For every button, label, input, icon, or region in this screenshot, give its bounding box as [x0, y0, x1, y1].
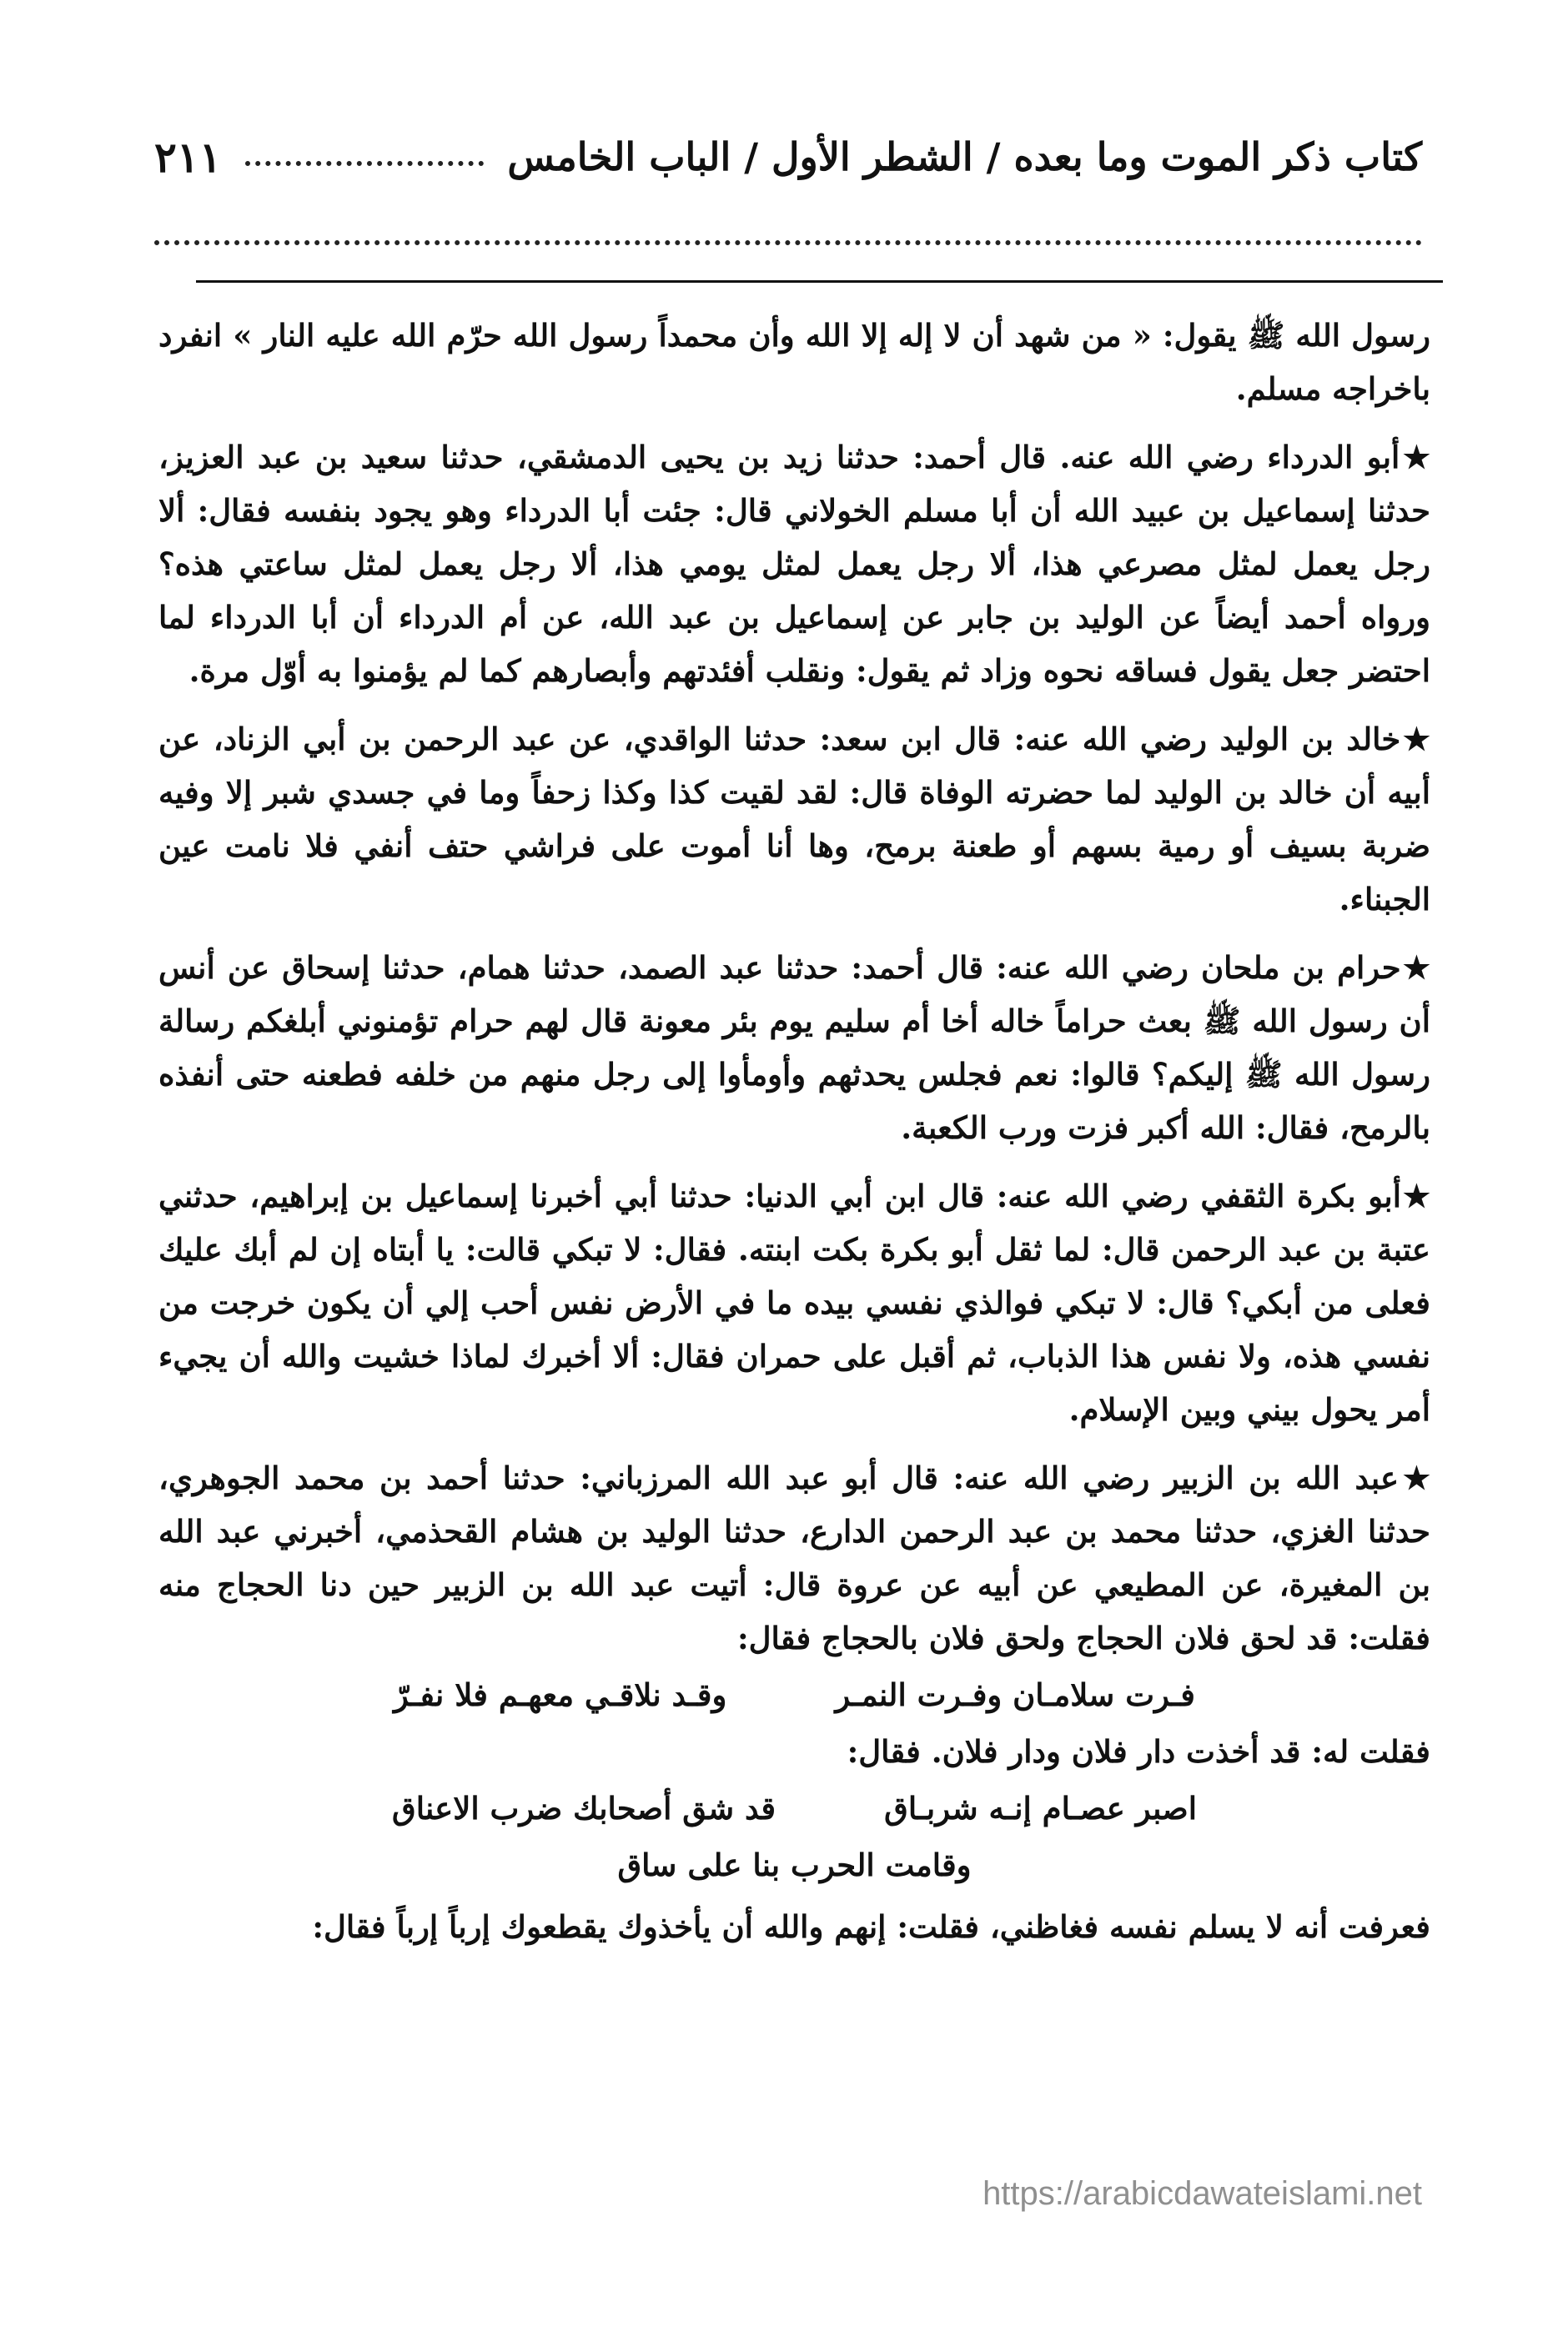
verse-1-left-hemistich: وقـد نلاقـي معهـم فلا نفـرّ — [394, 1676, 727, 1713]
paragraph-abu-darda: ★أبو الدرداء رضي الله عنه. قال أحمد: حدثنا زيد بن يحيى الدمشقي، حدثنا سعيد بن عبد العزيز، حدثنا إسماعيل بن عبيد الله أن أبا مسلم الخولاني قال: جئت أبا الدرداء وهو يجود بنفسه فقال: ألا رجل يعمل لمثل مصرعي هذا، ألا رجل يعمل لمثل يومي هذا، ألا رجل يعمل لمثل ساعتي هذه؟ ورواه أحمد أيضاً عن الوليد بن جابر عن إسماعيل بن عبد الله، عن أم الدرداء أن أبا الدرداء لما احتضر جعل يقول فساقه نحوه وزاد ثم يقول: ونقلب أفئدتهم وأبصارهم كما لم يؤمنوا به أوّل مرة. — [158, 439, 1430, 689]
verse-couplet-2 — [158, 1782, 1430, 1835]
header-rule — [196, 280, 1443, 283]
page-body — [158, 309, 1430, 1968]
verse-couplet-1 — [158, 1668, 1430, 1721]
verse-2-left-hemistich: قد شق أصحابك ضرب الاعناق — [392, 1790, 776, 1827]
narration-line: فقلت له: قد أخذت دار فلان ودار فلان. فقال: — [847, 1733, 1430, 1770]
paragraph-khalid-ibn-walid: ★خالد بن الوليد رضي الله عنه: قال ابن سعد: حدثنا الواقدي، عن عبد الرحمن بن أبي الزناد، عن أبيه أن خالد بن الوليد لما حضرته الوفاة قال: لقد لقيت كذا وكذا زحفاً وما في جسدي شبر إلا وفيه ضربة بسيف أو رمية بسهم أو طعنة برمح، وها أنا أموت على فراشي حتف أنفي فلا نامت عين الجبناء. — [158, 721, 1430, 917]
source-watermark: https://arabicdawateislami.net — [983, 2175, 1422, 2212]
running-header — [154, 123, 1422, 190]
page-number: ٢١١ — [154, 132, 222, 182]
verse-1-right-hemistich: فـرت سلامـان وفـرت النمـر — [835, 1676, 1195, 1713]
verse-2-tail: وقامت الحرب بنا على ساق — [617, 1847, 972, 1883]
paragraph-abu-bakra: ★أبو بكرة الثقفي رضي الله عنه: قال ابن أبي الدنيا: حدثنا أبي أخبرنا إسماعيل بن إبراهيم، حدثني عتبة بن عبد الرحمن قال: لما ثقل أبو بكرة بكت ابنته. فقال: لا تبكي قالت: يا أبتاه إن لم أبك عليك فعلى من أبكي؟ قال: لا تبكي فوالذي نفسي بيده ما في الأرض نفس أحب إلي أن يكون خرجت من نفسي هذه، ولا نفس هذا الذباب، ثم أقبل على حمران فقال: ألا أخبرك لماذا خشيت والله أن يجيء أمر يحول بيني وبين الإسلام. — [158, 1178, 1431, 1428]
paragraph-haram-ibn-milhan: ★حرام بن ملحان رضي الله عنه: قال أحمد: حدثنا عبد الصمد، حدثنا همام، حدثنا إسحاق عن أنس أن رسول الله ﷺ بعث حراماً خاله أخا أم سليم يوم بئر معونة قال لهم حرام تؤمنوني أبلغكم رسالة رسول الله ﷺ إليكم؟ قالوا: نعم فجلس يحدثهم وأومأوا إلى رجل منهم من خلفه فطعنه حتى أنفذه بالرمح، فقال: الله أكبر فزت ورب الكعبة. — [158, 949, 1430, 1146]
running-title: كتاب ذكر الموت وما بعده / الشطر الأول / الباب الخامس — [507, 134, 1422, 179]
header-dot-leader — [245, 161, 485, 166]
verse-2-right-hemistich: اصبر عصـام إنـه شربـاق — [884, 1790, 1198, 1827]
paragraph-hadith-intro: رسول الله ﷺ يقول: « من شهد أن لا إله إلا الله وأن محمداً رسول الله حرّم الله عليه النار » انفرد باخراجه مسلم. — [158, 317, 1430, 407]
closing-line: فعرفت أنه لا يسلم نفسه فغاظني، فقلت: إنهم والله أن يأخذوك يقطعوك إرباً إرباً فقال: — [312, 1908, 1430, 1945]
dotted-divider — [154, 240, 1422, 245]
paragraph-ibn-zubair: ★عبد الله بن الزبير رضي الله عنه: قال أبو عبد الله المرزباني: حدثنا أحمد بن محمد الجوهري، حدثنا الغزي، حدثنا محمد بن عبد الرحمن الدارع، حدثنا الوليد بن هشام القحذمي، أخبرني عبد الله بن المغيرة، عن المطيعي عن أبيه عن عروة قال: أتيت عبد الله بن الزبير حين دنا الحجاج منه فقلت: قد لحق فلان الحجاج ولحق فلان بالحجاج فقال: — [158, 1460, 1430, 1656]
